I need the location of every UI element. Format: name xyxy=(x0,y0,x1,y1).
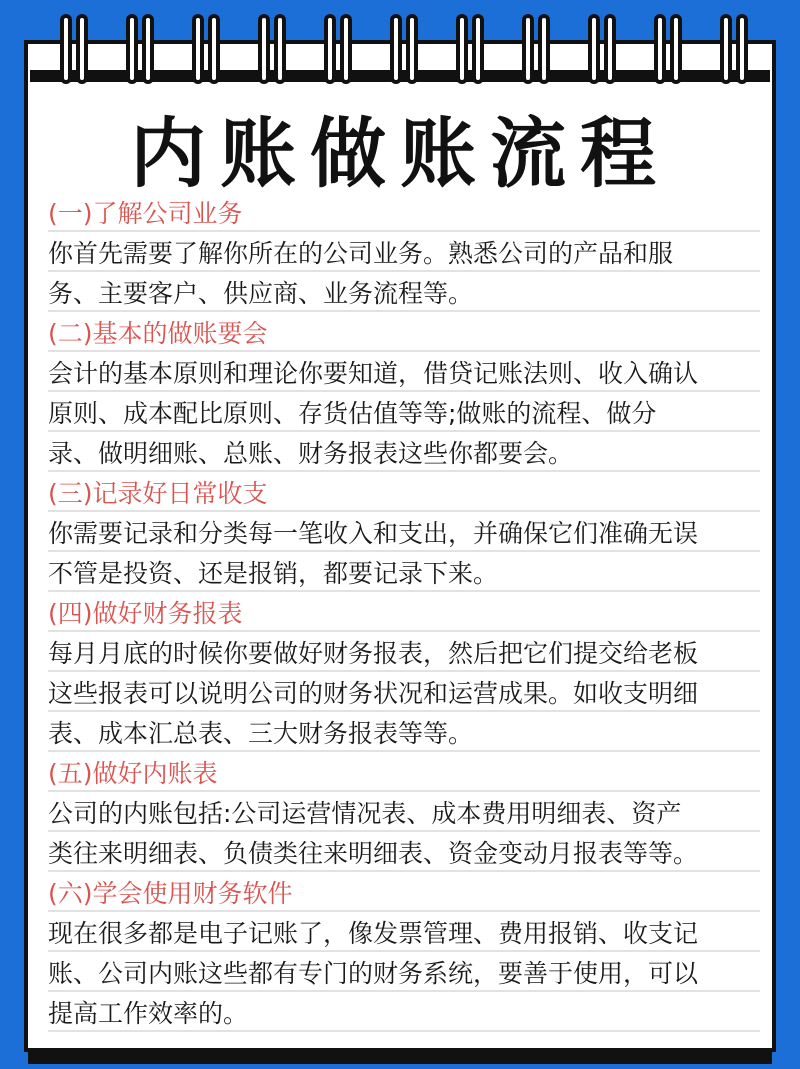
spiral-ring xyxy=(720,14,732,84)
section-text-line: 原则、成本配比原则、存货估值等等;做账的流程、做分 xyxy=(48,394,758,434)
section-text-line: 每月月底的时候你要做好财务报表，然后把它们提交给老板 xyxy=(48,634,758,674)
spiral-ring xyxy=(208,14,220,84)
spiral-ring xyxy=(390,14,402,84)
section-text-line: 会计的基本原则和理论你要知道，借贷记账法则、收入确认 xyxy=(48,354,758,394)
section-text-line: 提高工作效率的。 xyxy=(48,994,758,1034)
spiral-ring xyxy=(274,14,286,84)
spiral-ring xyxy=(538,14,550,84)
spiral-ring xyxy=(604,14,616,84)
section-heading: (三)记录好日常收支 xyxy=(48,474,758,514)
spiral-ring xyxy=(324,14,336,84)
section-text-line: 现在很多都是电子记账了，像发票管理、费用报销、收支记 xyxy=(48,914,758,954)
spiral-ring xyxy=(406,14,418,84)
spiral-ring xyxy=(588,14,600,84)
section-heading: (二)基本的做账要会 xyxy=(48,314,758,354)
spiral-ring xyxy=(670,14,682,84)
spiral-ring xyxy=(472,14,484,84)
spiral-ring xyxy=(142,14,154,84)
section-text-line: 你需要记录和分类每一笔收入和支出，并确保它们准确无误 xyxy=(48,514,758,554)
spiral-ring xyxy=(736,14,748,84)
section-text-line: 录、做明细账、总账、财务报表这些你都要会。 xyxy=(48,434,758,474)
section-text-line: 务、主要客户、供应商、业务流程等。 xyxy=(48,274,758,314)
section-text-line: 表、成本汇总表、三大财务报表等等。 xyxy=(48,714,758,754)
content-area xyxy=(48,194,758,1034)
section-text-line: 账、公司内账这些都有专门的财务系统，要善于使用，可以 xyxy=(48,954,758,994)
section-text-line: 这些报表可以说明公司的财务状况和运营成果。如收支明细 xyxy=(48,674,758,714)
spiral-ring xyxy=(340,14,352,84)
spiral-ring xyxy=(654,14,666,84)
section-heading: (四)做好财务报表 xyxy=(48,594,758,634)
section-text-line: 公司的内账包括:公司运营情况表、成本费用明细表、资产 xyxy=(48,794,758,834)
section-heading: (一)了解公司业务 xyxy=(48,194,758,234)
spiral-ring xyxy=(258,14,270,84)
spiral-ring xyxy=(522,14,534,84)
spiral-ring xyxy=(456,14,468,84)
section-heading: (五)做好内账表 xyxy=(48,754,758,794)
spiral-ring xyxy=(76,14,88,84)
spiral-ring xyxy=(126,14,138,84)
section-heading: (六)学会使用财务软件 xyxy=(48,874,758,914)
spiral-ring xyxy=(192,14,204,84)
page-title: 内账做账流程 xyxy=(130,109,670,198)
section-text-line: 不管是投资、还是报销，都要记录下来。 xyxy=(48,554,758,594)
section-text-line: 类往来明细表、负债类往来明细表、资金变动月报表等等。 xyxy=(48,834,758,874)
section-text-line: 你首先需要了解你所在的公司业务。熟悉公司的产品和服 xyxy=(48,234,758,274)
spiral-ring xyxy=(60,14,72,84)
